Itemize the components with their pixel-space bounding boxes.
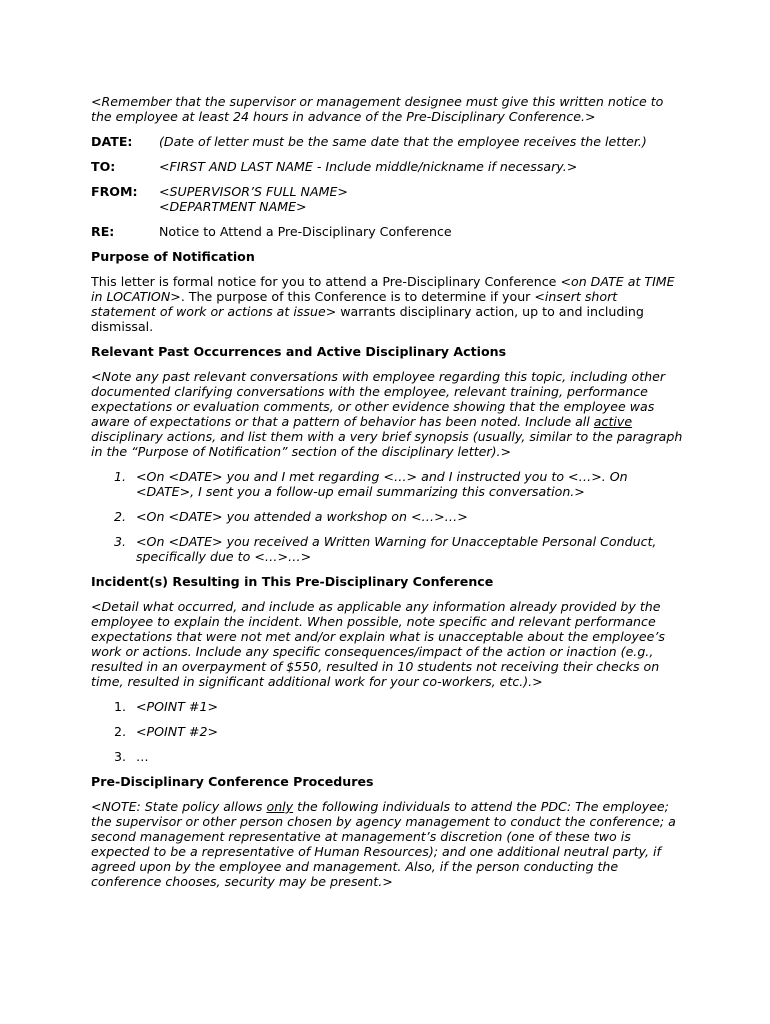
list-item-text: <On <DATE> you and I met regarding <…> and I instructed you to <…>. On <DATE>, I sent you a follow-up email summarizing this conversation.> xyxy=(136,469,628,499)
list-item-number: 1. xyxy=(114,699,127,714)
list-item xyxy=(91,509,683,524)
past-note xyxy=(91,369,683,459)
purpose-paragraph xyxy=(91,274,683,334)
list-item-number: 3. xyxy=(114,749,127,764)
from-label: FROM: xyxy=(91,184,138,199)
past-list xyxy=(91,469,683,564)
incidents-list xyxy=(91,699,683,764)
date-field xyxy=(91,134,683,149)
list-item-number: 3. xyxy=(114,534,127,549)
letter-page xyxy=(91,94,683,899)
past-note-2: disciplinary actions, and list them with a very brief synopsis (usually, similar to the paragraph in the “Purpose of Notification” section of the disciplinary letter).> xyxy=(91,429,683,459)
procedures-note-underlined: only xyxy=(266,799,294,814)
purpose-datetime-placeholder: <on DATE at TIME in LOCATION> xyxy=(91,274,675,304)
from-field xyxy=(91,184,683,214)
list-item-text: <On <DATE> you received a Written Warning for Unacceptable Personal Conduct, specifically due to <…>…> xyxy=(136,534,657,564)
procedures-note xyxy=(91,799,683,889)
past-note-1: <Note any past relevant conversations with employee regarding this topic, including other documented clarifying conversations with the employee, relevant training, performance expectations or evaluation comments, or other evidence showing that the employee was aware of expectations or that a pattern of behavior has been noted. Include all xyxy=(91,369,666,429)
procedures-note-1: <NOTE: State policy allows xyxy=(91,799,267,814)
past-heading: Relevant Past Occurrences and Active Disciplinary Actions xyxy=(91,344,507,359)
procedures-heading: Pre-Disciplinary Conference Procedures xyxy=(91,774,374,789)
list-item-text: … xyxy=(136,749,149,764)
list-item xyxy=(91,699,683,714)
re-value: Notice to Attend a Pre-Disciplinary Conference xyxy=(159,224,452,239)
list-item-number: 2. xyxy=(114,724,127,739)
list-item-text: <POINT #1> xyxy=(136,699,219,714)
list-item-number: 2. xyxy=(114,509,127,524)
re-field xyxy=(91,224,683,239)
to-value: <FIRST AND LAST NAME - Include middle/nickname if necessary.> xyxy=(159,159,578,174)
re-label: RE: xyxy=(91,224,115,239)
incidents-note: <Detail what occurred, and include as applicable any information already provided by the employee to explain the incident. When possible, note specific and relevant performance expectations that were not met and/or explain what is unacceptable about the employee’s work or actions. Include any specific consequences/impact of the action or inaction (e.g., resulted in an overpayment of $550, resulted in 10 students not receiving their checks on time, resulted in significant additional work for your co-workers, etc.).> xyxy=(91,599,665,689)
list-item-text: <POINT #2> xyxy=(136,724,219,739)
purpose-statement-placeholder: <insert short statement of work or actions at issue> xyxy=(91,289,618,319)
purpose-text-5: warrants disciplinary action, up to and including dismissal. xyxy=(91,304,644,334)
list-item xyxy=(91,749,683,764)
to-label: TO: xyxy=(91,159,116,174)
list-item xyxy=(91,534,683,564)
list-item xyxy=(91,724,683,739)
purpose-text-1: This letter is formal notice for you to attend a Pre-Disciplinary Conference xyxy=(91,274,561,289)
past-note-underlined: active xyxy=(593,414,633,429)
from-department-name: <DEPARTMENT NAME> xyxy=(159,199,307,214)
date-label: DATE: xyxy=(91,134,133,149)
from-value xyxy=(159,184,683,214)
purpose-text-3: . The purpose of this Conference is to determine if your xyxy=(180,289,535,304)
procedures-note-2: the following individuals to attend the PDC: The employee; the supervisor or other person chosen by agency management to conduct the conference; a second management representative at management’s discretion (one of these two is expected to be a representative of Human Resources); and one additional neutral party, if agreed upon by the employee and management. Also, if the person conducting the conference chooses, security may be present.> xyxy=(91,799,676,889)
list-item-number: 1. xyxy=(114,469,127,484)
purpose-heading: Purpose of Notification xyxy=(91,249,255,264)
intro-note: <Remember that the supervisor or management designee must give this written notice to the employee at least 24 hours in advance of the Pre-Disciplinary Conference.> xyxy=(91,94,664,124)
date-value: (Date of letter must be the same date that the employee receives the letter.) xyxy=(159,134,647,149)
list-item-text: <On <DATE> you attended a workshop on <…>…> xyxy=(136,509,468,524)
list-item xyxy=(91,469,683,499)
to-field xyxy=(91,159,683,174)
incidents-heading: Incident(s) Resulting in This Pre-Disciplinary Conference xyxy=(91,574,494,589)
from-supervisor-name: <SUPERVISOR’S FULL NAME> xyxy=(159,184,348,199)
